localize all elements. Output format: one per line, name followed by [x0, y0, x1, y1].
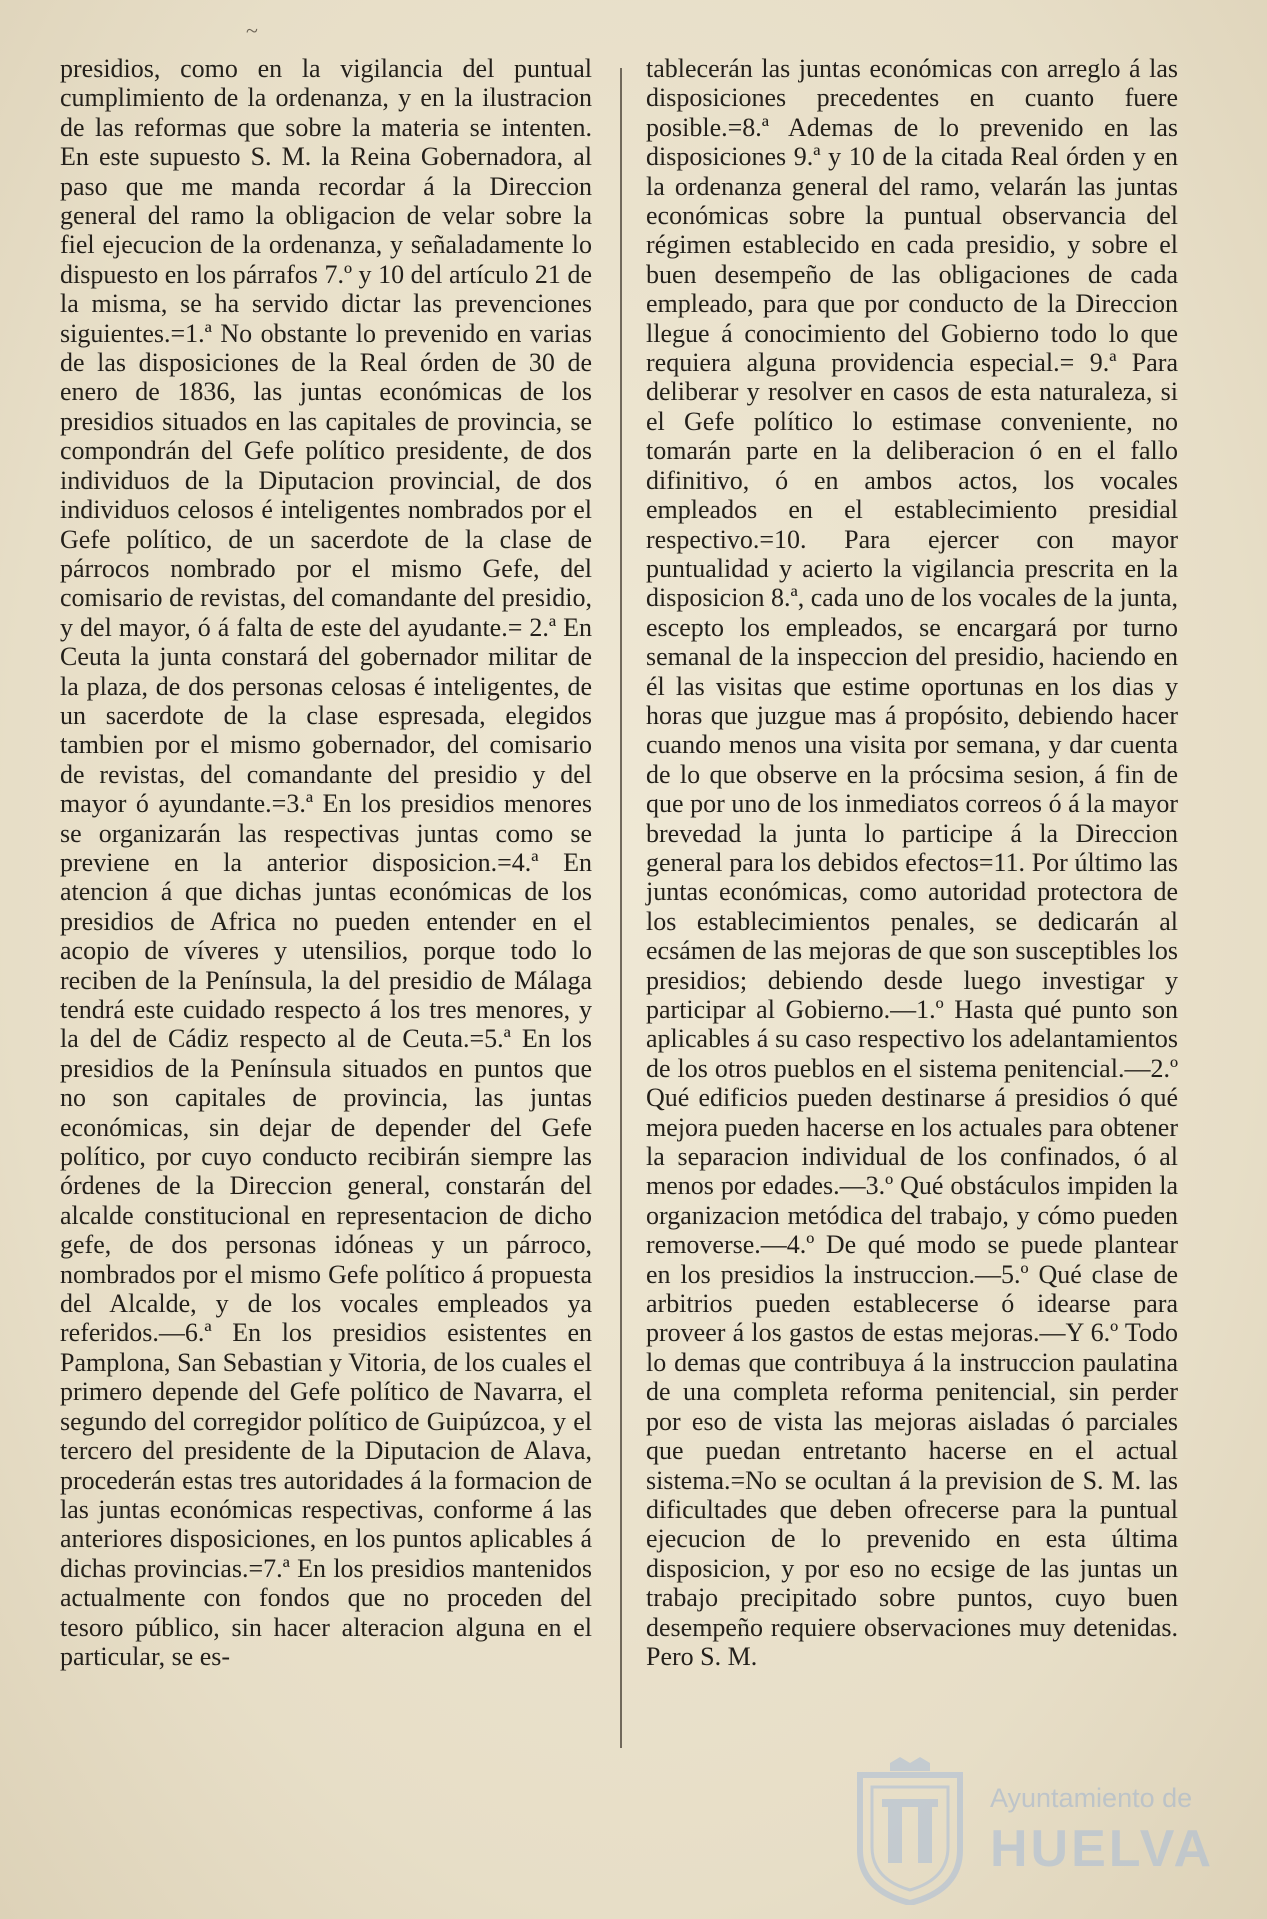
watermark: [850, 1755, 1215, 1905]
coat-of-arms-icon: [850, 1755, 970, 1905]
page-top-mark: ~: [246, 18, 258, 43]
left-column: [60, 54, 592, 1671]
left-column-text: presidios, como en la vigilancia del puntual cumplimiento de la ordenanza, y en la ilustracion de las reformas que sobre la materia se intenten. En este supuesto S. M. la Reina Gobernadora, al paso que me manda recordar á la Direccion general del ramo la obligacion de velar sobre la fiel ejecucion de la ordenanza, y señaladamente lo dispuesto en los párrafos 7.º y 10 del artículo 21 de la misma, se ha servido dictar las prevenciones siguientes.=1.ª No obstante lo prevenido en varias de las disposiciones de la Real órden de 30 de enero de 1836, las juntas económicas de los presidios situados en las capitales de provincia, se compondrán del Gefe político presidente, de dos individuos de la Diputacion provincial, de dos individuos celosos é inteligentes nombrados por el Gefe político, de un sacerdote de la clase de párrocos nombrado por el mismo Gefe, del comisario de revistas, del comandante del presidio, y del mayor, ó á falta de este del ayudante.= 2.ª En Ceuta la junta constará del gobernador militar de la plaza, de dos personas celosas é inteligentes, de un sacerdote de la clase espresada, elegidos tambien por el mismo gobernador, del comisario de revistas, del comandante del presidio y del mayor ó ayundante.=3.ª En los presidios menores se organizarán las respectivas juntas como se previene en la anterior disposicion.=4.ª En atencion á que dichas juntas económicas de los presidios de Africa no pueden entender en el acopio de víveres y utensilios, porque todo lo reciben de la Península, la del presidio de Málaga tendrá este cuidado respecto á los tres menores, y la del de Cádiz respecto al de Ceuta.=5.ª En los presidios de la Península situados en puntos que no son capitales de provincia, las juntas económicas, sin dejar de depender del Gefe político, por cuyo conducto recibirán siempre las órdenes de la Direccion general, constarán del alcalde constitucional en representacion de dicho gefe, de dos personas idóneas y un párroco, nombrados por el mismo Gefe político á propuesta del Alcalde, y de los vocales empleados ya referidos.—6.ª En los presidios esistentes en Pamplona, San Sebastian y Vitoria, de los cuales el primero depende del Gefe político de Navarra, el segundo del corregidor político de Guipúzcoa, y el tercero del presidente de la Diputacion de Alava, procederán estas tres autoridades á la formacion de las juntas económicas respectivas, conforme á las anteriores disposiciones, en los puntos aplicables á dichas provincias.=7.ª En los presidios mantenidos actualmente con fondos que no proceden del tesoro público, sin hacer alteracion alguna en el particular, se es-: [60, 54, 592, 1671]
watermark-line-2: HUELVA: [990, 1820, 1215, 1878]
right-column: [646, 54, 1178, 1671]
column-divider: [620, 68, 622, 1748]
watermark-line-1: Ayuntamiento de: [990, 1783, 1193, 1813]
right-column-text: tablecerán las juntas económicas con arreglo á las disposiciones precedentes en cuanto fuere posible.=8.ª Ademas de lo prevenido en las disposiciones 9.ª y 10 de la citada Real órden y en la ordenanza general del ramo, velarán las juntas económicas sobre la puntual observancia del régimen establecido en cada presidio, y sobre el buen desempeño de las obligaciones de cada empleado, para que por conducto de la Direccion llegue á conocimiento del Gobierno todo lo que requiera alguna providencia especial.= 9.ª Para deliberar y resolver en casos de esta naturaleza, si el Gefe político lo estimase conveniente, no tomarán parte en la deliberacion ó en el fallo difinitivo, ó en ambos actos, los vocales empleados en el establecimiento presidial respectivo.=10. Para ejercer con mayor puntualidad y acierto la vigilancia prescrita en la disposicion 8.ª, cada uno de los vocales de la junta, escepto los empleados, se encargará por turno semanal de la inspeccion del presidio, haciendo en él las visitas que estime oportunas en los dias y horas que juzgue mas á propósito, debiendo hacer cuando menos una visita por semana, y dar cuenta de lo que observe en la prócsima sesion, á fin de que por uno de los inmediatos correos ó á la mayor brevedad la junta lo participe á la Direccion general para los debidos efectos=11. Por último las juntas económicas, como autoridad protectora de los establecimientos penales, se dedicarán al ecsámen de las mejoras de que son susceptibles los presidios; debiendo desde luego investigar y participar al Gobierno.—1.º Hasta qué punto son aplicables á su caso respectivo los adelantamientos de los otros pueblos en el sistema penitencial.—2.º Qué edificios pueden destinarse á presidios ó qué mejora pueden hacerse en los actuales para obtener la separacion individual de los confinados, ó al menos por edades.—3.º Qué obstáculos impiden la organizacion metódica del trabajo, y cómo pueden removerse.—4.º De qué modo se puede plantear en los presidios la instruccion.—5.º Qué clase de arbitrios pueden establecerse ó idearse para proveer á los gastos de estas mejoras.—Y 6.º Todo lo demas que contribuya á la instruccion paulatina de una completa reforma penitencial, sin perder por eso de vista las mejoras aisladas ó parciales que puedan entretanto hacerse en el actual sistema.=No se ocultan á la prevision de S. M. las dificultades que deben ofrecerse para la puntual ejecucion de lo prevenido en esta última disposicion, y por eso no ecsige de las juntas un trabajo precipitado sobre puntos, cuyo buen desempeño requiere observaciones muy detenidas. Pero S. M.: [646, 54, 1179, 1671]
